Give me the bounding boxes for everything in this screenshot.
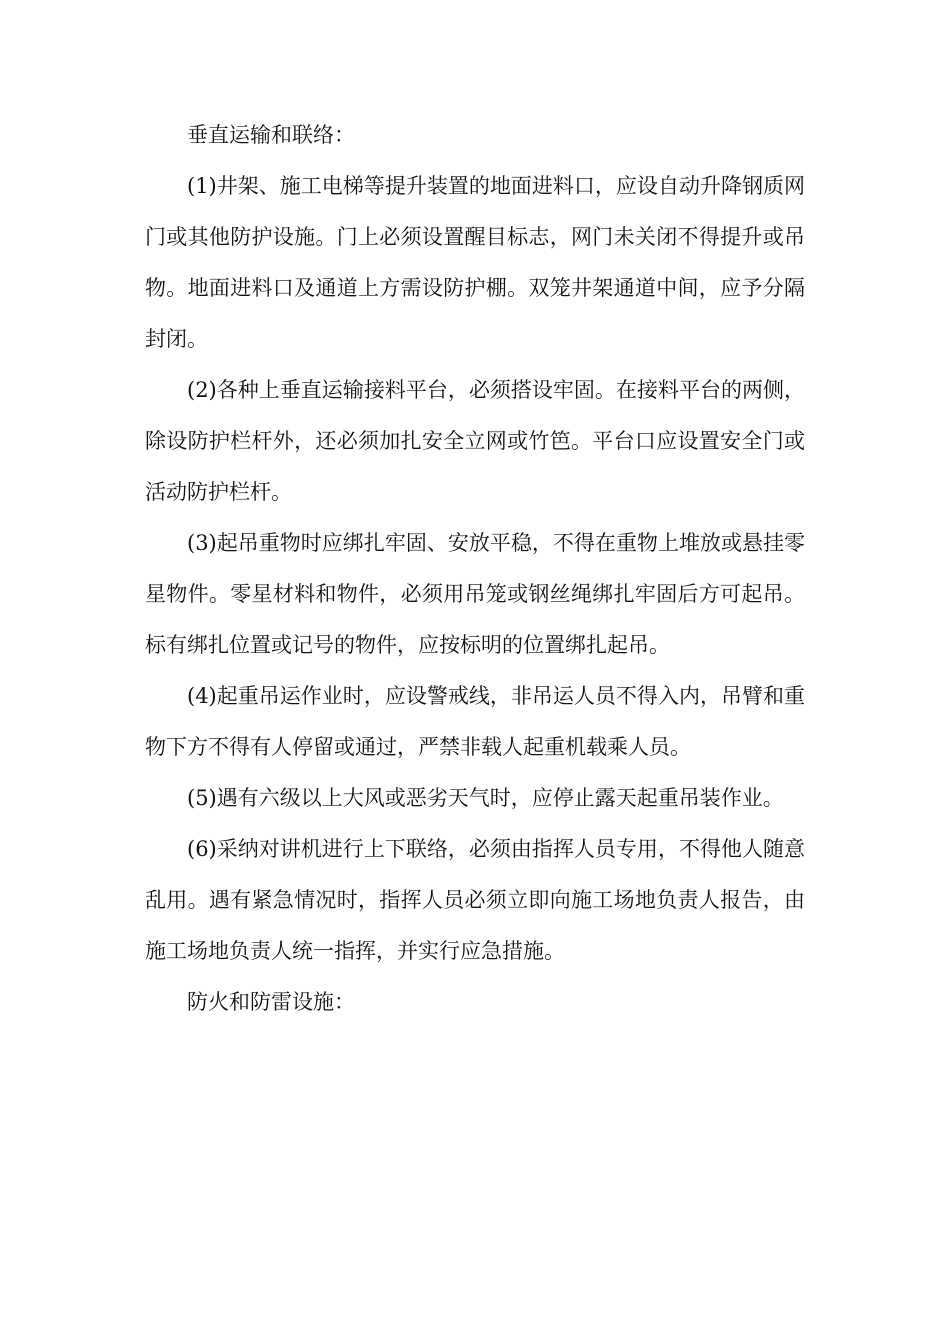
- section-heading-fire-lightning: 防火和防雷设施：: [187, 990, 355, 1014]
- paragraph-item-3: (3)起吊重物时应绑扎牢固、安放平稳，不得在重物上堆放或悬挂零星物件。零星材料和物件，必须用吊笼或钢丝绳绑扎牢固后方可起吊。标有绑扎位置或记号的物件，应按标明的位置绑扎起吊。: [145, 531, 805, 657]
- paragraph-item-6: (6)采纳对讲机进行上下联络，必须由指挥人员专用，不得他人随意乱用。遇有紧急情况时，指挥人员必须立即向施工场地负责人报告，由施工场地负责人统一指挥，并实行应急措施。: [145, 837, 805, 963]
- paragraph-item-5: (5)遇有六级以上大风或恶劣天气时，应停止露天起重吊装作业。: [187, 786, 784, 810]
- section-heading-vertical-transport: 垂直运输和联络：: [187, 123, 355, 147]
- document-body: [145, 110, 805, 1028]
- paragraph-item-2: (2)各种上垂直运输接料平台，必须搭设牢固。在接料平台的两侧，除设防护栏杆外，还必须加扎安全立网或竹笆。平台口应设置安全门或活动防护栏杆。: [145, 378, 805, 504]
- paragraph-item-4: (4)起重吊运作业时，应设警戒线，非吊运人员不得入内，吊臂和重物下方不得有人停留或通过，严禁非载人起重机载乘人员。: [145, 684, 805, 759]
- paragraph-item-1: (1)井架、施工电梯等提升装置的地面进料口，应设自动升降钢质网门或其他防护设施。门上必须设置醒目标志，网门未关闭不得提升或吊物。地面进料口及通道上方需设防护棚。双笼井架通道中间，应予分隔封闭。: [145, 174, 805, 351]
